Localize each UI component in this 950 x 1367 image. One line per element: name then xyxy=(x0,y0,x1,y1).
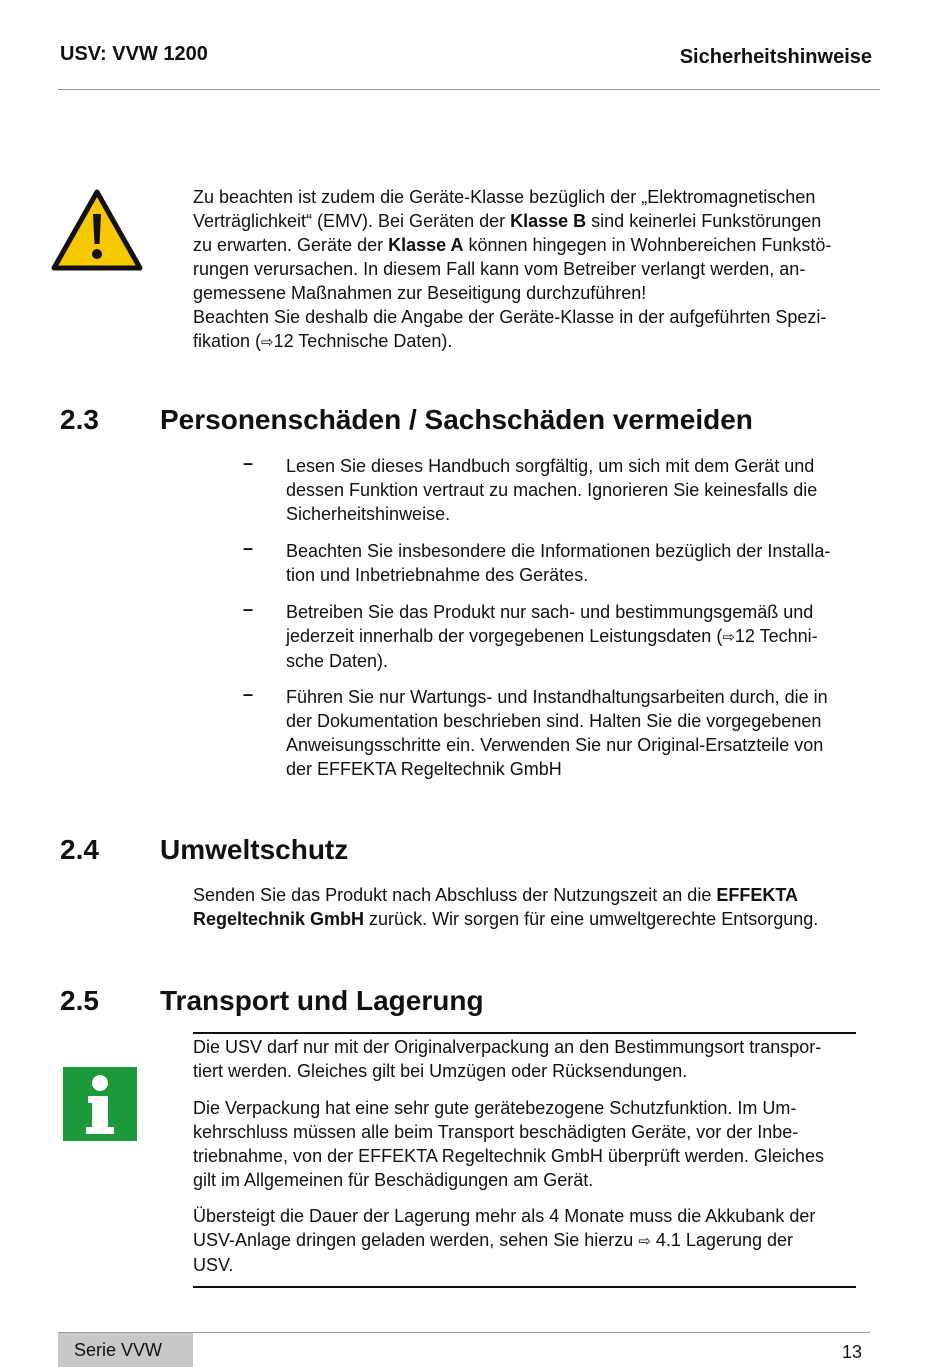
footer-series-label: Serie VVW xyxy=(74,1340,163,1360)
section-title: Umweltschutz xyxy=(160,834,349,865)
list-item: Betreiben Sie das Produkt nur sach- und bestimmungsgemäß und jederzeit innerhalb der vorgegebenen Leistungsdaten (⇨12 Techni- sche Daten). xyxy=(286,602,818,671)
warning-paragraph: Zu beachten ist zudem die Geräte-Klasse bezüglich der „Elektromagnetischen Verträglichkeit“ (EMV). Bei Geräten der Klasse B sind keinerlei Funkstörungen zu erwarten. Geräte der Klasse A können hingegen in Wohnbereichen Funkstö- rungen verursachen. In diesem Fall kann vom Betreiber verlangt werden, an- gemessene Maßnahmen zur Beseitigung durchzuführen! Beachten Sie deshalb die Angabe der Geräte-Klasse in der aufgeführten Spezi- fikation (⇨12 Technische Daten). xyxy=(193,187,832,351)
bullet-dash: – xyxy=(243,538,254,558)
list-item: Beachten Sie insbesondere die Informationen bezüglich der Installa- tion und Inbetriebnahme des Gerätes. xyxy=(286,541,831,585)
header-chapter-title: Sicherheitshinweise xyxy=(679,46,872,68)
info-box-bottom-rule xyxy=(193,1286,856,1288)
transport-paragraph-1: Die USV darf nur mit der Originalverpackung an den Bestimmungsort transpor- tiert werden. Gleiches gilt bei Umzügen oder Rücksendungen. xyxy=(193,1037,822,1081)
bullet-dash: – xyxy=(243,684,254,704)
section-title: Transport und Lagerung xyxy=(160,985,484,1016)
section-number: 2.3 xyxy=(60,404,99,435)
section-number: 2.4 xyxy=(60,834,99,865)
list-item: Führen Sie nur Wartungs- und Instandhaltungsarbeiten durch, die in der Dokumentation beschrieben sind. Halten Sie die vorgegebenen Anweisungsschritte ein. Verwenden Sie nur Original-Ersatzteile von der EFFEKTA Regeltechnik GmbH xyxy=(286,687,828,779)
arrow-right-icon: ⇨ xyxy=(638,1232,651,1250)
arrow-right-icon: ⇨ xyxy=(261,333,274,351)
footer-series-tab xyxy=(58,1333,193,1367)
environment-paragraph: Senden Sie das Produkt nach Abschluss der Nutzungszeit an die EFFEKTA Regeltechnik GmbH zurück. Wir sorgen für eine umweltgerechte Entsorgung. xyxy=(193,885,819,929)
list-item: Lesen Sie dieses Handbuch sorgfältig, um sich mit dem Gerät und dessen Funktion vertraut zu machen. Ignorieren Sie keinesfalls die Sicherheitshinweise. xyxy=(286,456,818,524)
page-number: 13 xyxy=(841,1342,862,1362)
arrow-right-icon: ⇨ xyxy=(722,628,735,646)
warning-triangle-icon xyxy=(50,188,144,277)
bullet-dash: – xyxy=(243,599,254,619)
section-number: 2.5 xyxy=(60,985,99,1016)
transport-paragraph-3: Übersteigt die Dauer der Lagerung mehr als 4 Monate muss die Akkubank der USV-Anlage dringen geladen werden, sehen Sie hierzu ⇨ 4.1 Lagerung der USV. xyxy=(193,1206,816,1275)
info-icon xyxy=(63,1067,137,1146)
header-divider xyxy=(58,89,880,90)
header-product-title: USV: VVW 1200 xyxy=(60,43,208,65)
bullet-dash: – xyxy=(243,453,254,473)
transport-paragraph-2: Die Verpackung hat eine sehr gute gerätebezogene Schutzfunktion. Im Um- kehrschluss müssen alle beim Transport beschädigten Geräte, vor der Inbe- triebnahme, von der EFFEKTA Regeltechnik GmbH überprüft werden. Gleiches gilt im Allgemeinen für Beschädigungen am Gerät. xyxy=(193,1098,824,1190)
section-title: Personenschäden / Sachschäden vermeiden xyxy=(160,404,753,435)
info-box-top-rule xyxy=(193,1032,856,1034)
